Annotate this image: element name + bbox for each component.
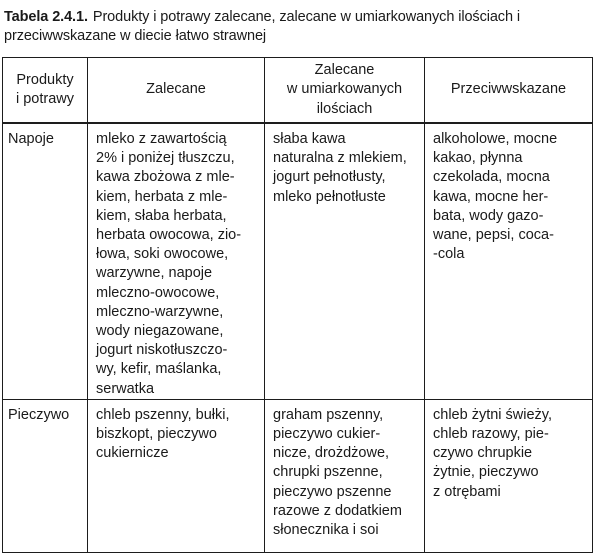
cell-contraindicated: alkoholowe, mocne kakao, płynna czekolada, mocna kawa, mocne her- bata, wody gazo- wane, pepsi, coca- -cola [425,123,593,399]
table-row [3,399,593,552]
row-label: Napoje [3,123,88,399]
table-caption [4,8,594,46]
cell-moderate: graham pszenny, pieczywo cukier- nicze, drożdżowe, chrupki pszenne, pieczywo pszenne razowe z dodatkiem słonecznika i soi [265,399,425,552]
header-recommended: Zalecane [88,58,265,124]
header-products: Produkty i potrawy [3,58,88,124]
header-moderate: Zalecane w umiarkowanych ilościach [265,58,425,124]
cell-contraindicated: chleb żytni świeży, chleb razowy, pie- czywo chrupkie żytnie, pieczywo z otrębami [425,399,593,552]
table-title: Produkty i potrawy zalecane, zalecane w umiarkowanych ilościach i przeciwwskazane w diecie łatwo strawnej [4,9,520,44]
table-row [3,123,593,399]
header-contraindicated: Przeciwwskazane [425,58,593,124]
header-row [3,58,593,124]
cell-moderate: słaba kawa naturalna z mlekiem, jogurt pełnotłusty, mleko pełnotłuste [265,123,425,399]
table-number: Tabela 2.4.1. [4,9,88,25]
cell-recommended: mleko z zawartością 2% i poniżej tłuszczu, kawa zbożowa z mle- kiem, herbata z mle- kiem, słaba herbata, herbata owocowa, zio- łowa, soki owocowe, warzywne, napoje mleczno-owocowe, mleczno-warzywne, wody niegazowane, jogurt niskotłuszczo- wy, kefir, maślanka, serwatka [88,123,265,399]
row-label: Pieczywo [3,399,88,552]
cell-recommended: chleb pszenny, bułki, biszkopt, pieczywo cukiernicze [88,399,265,552]
diet-table [2,57,593,553]
